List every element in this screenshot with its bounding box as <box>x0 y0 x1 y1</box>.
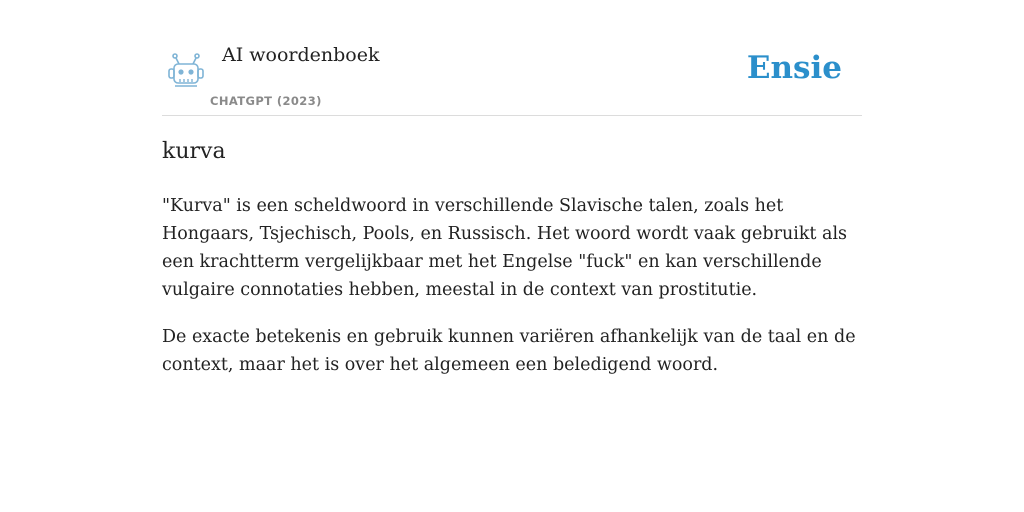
entry-word-title: kurva <box>162 139 226 164</box>
source-label: CHATGPT (2023) <box>210 94 322 108</box>
definition-body <box>162 192 862 398</box>
content-container <box>162 0 862 375</box>
robot-icon <box>166 52 206 90</box>
definition-paragraph: De exacte betekenis en gebruik kunnen variëren afhankelijk van de taal en de context, maar het is over het algemeen een beledigend woord. <box>162 327 856 375</box>
site-title[interactable]: AI woordenboek <box>222 44 380 66</box>
definition-paragraph: "Kurva" is een scheldwoord in verschillende Slavische talen, zoals het Hongaars, Tsjechisch, Pools, en Russisch. Het woord wordt vaak gebruikt als een krachtterm vergelijkbaar met het Engelse "fuck" en kan verschillende vulgaire connotaties hebben, meestal in de context van prostitutie. <box>162 196 848 300</box>
brand-logo-link[interactable]: Ensie <box>746 50 842 86</box>
header <box>162 0 862 116</box>
